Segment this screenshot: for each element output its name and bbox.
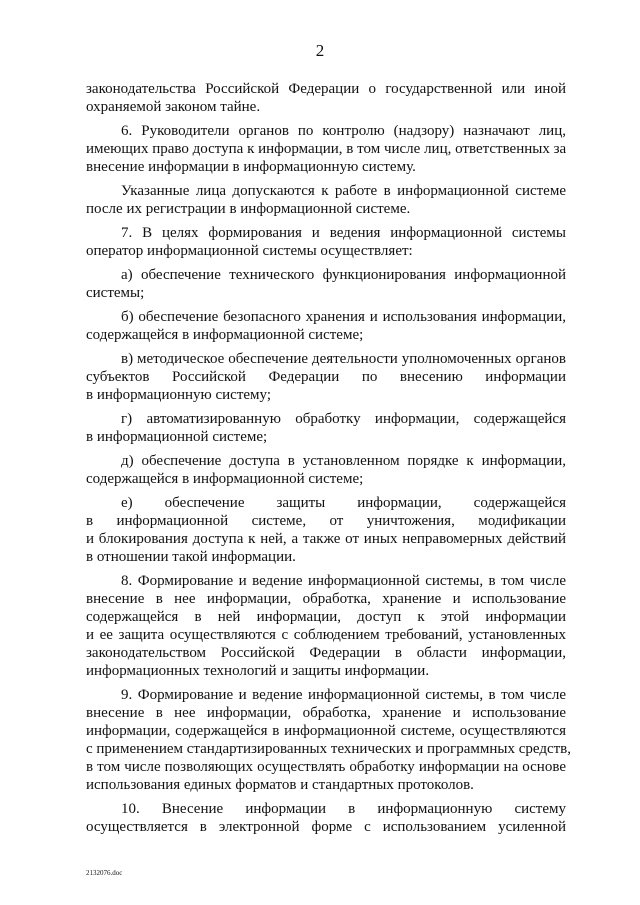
- text-line: в) методическое обеспечение деятельности уполномоченных органов: [121, 351, 566, 367]
- text-line: в отношении такой информации.: [86, 549, 296, 565]
- text-line: законодательством Российской Федерации в области информации,: [86, 645, 566, 661]
- text-line: имеющих право доступа к информации, в том числе лиц, ответственных за: [86, 141, 567, 157]
- text-line: содержащейся в ней информации, доступ к этой информации: [86, 609, 566, 625]
- text-line: внесение в нее информации, обработка, хранение и использование: [86, 705, 566, 721]
- document-body: [86, 80, 572, 836]
- text-line: а) обеспечение технического функционирования информационной: [121, 267, 566, 283]
- text-line: системы;: [86, 285, 145, 301]
- text-line: после их регистрации в информационной системе.: [86, 201, 411, 217]
- text-line: 8. Формирование и ведение информационной системы, в том числе: [121, 573, 566, 589]
- text-line: б) обеспечение безопасного хранения и использования информации,: [121, 309, 566, 325]
- text-line: 10. Внесение информации в информационную систему: [121, 801, 566, 817]
- text-line: содержащейся в информационной системе;: [86, 327, 364, 343]
- text-line: 9. Формирование и ведение информационной системы, в том числе: [121, 687, 566, 703]
- text-line: и ее защита осуществляются с соблюдением требований, установленных: [86, 627, 566, 643]
- page-number: 2: [315, 41, 325, 60]
- text-line: с применением стандартизированных технических и программных средств,: [86, 741, 572, 757]
- text-line: е) обеспечение защиты информации, содержащейся: [121, 495, 566, 511]
- text-line: использования единых форматов и стандартных протоколов.: [86, 777, 474, 793]
- text-line: внесение информации в информационную систему.: [86, 159, 416, 175]
- text-line: в информационной системе, от уничтожения, модификации: [86, 513, 566, 529]
- text-line: информационных технологий и защиты информации.: [86, 663, 430, 679]
- text-line: осуществляется в электронной форме с использованием усиленной: [86, 819, 566, 835]
- text-line: охраняемой законом тайне.: [86, 99, 261, 115]
- text-line: и блокирования доступа к ней, а также от иных неправомерных действий: [86, 531, 566, 547]
- text-line: информации, содержащейся в информационной системе, осуществляются: [86, 723, 566, 739]
- text-line: законодательства Российской Федерации о государственной или иной: [86, 81, 566, 97]
- text-line: субъектов Российской Федерации по внесению информации: [86, 369, 566, 385]
- text-line: оператор информационной системы осуществляет:: [86, 243, 413, 259]
- text-line: в том числе позволяющих осуществлять обработку информации на основе: [86, 759, 566, 775]
- text-line: г) автоматизированную обработку информации, содержащейся: [121, 411, 566, 427]
- text-line: 6. Руководители органов по контролю (надзору) назначают лиц,: [121, 123, 566, 139]
- text-line: 7. В целях формирования и ведения информационной системы: [121, 225, 566, 241]
- text-line: содержащейся в информационной системе;: [86, 471, 364, 487]
- text-line: внесение в нее информации, обработка, хранение и использование: [86, 591, 566, 607]
- text-line: Указанные лица допускаются к работе в информационной системе: [121, 183, 566, 199]
- file-name-footer: 2132076.doc: [86, 869, 123, 877]
- text-line: в информационной системе;: [86, 429, 268, 445]
- text-line: в информационную систему;: [86, 387, 272, 403]
- text-line: д) обеспечение доступа в установленном порядке к информации,: [121, 453, 566, 469]
